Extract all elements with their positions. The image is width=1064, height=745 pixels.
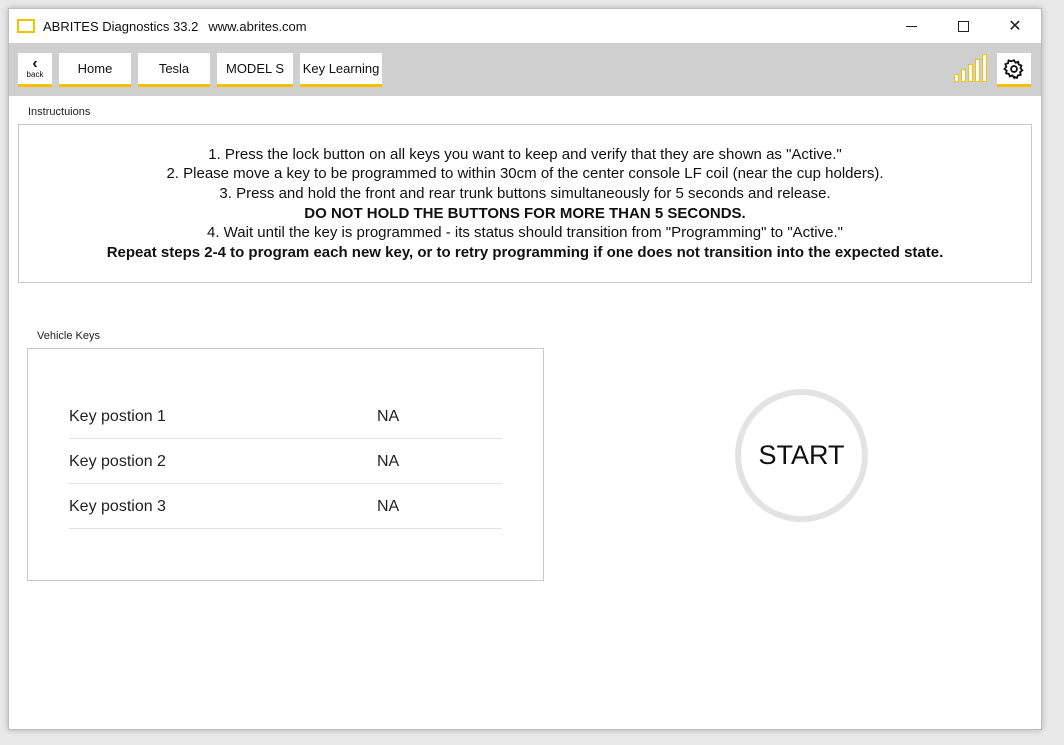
key-status: NA (377, 498, 400, 515)
minimize-button[interactable] (885, 9, 937, 43)
close-button[interactable] (989, 9, 1041, 43)
breadcrumb-key-learning[interactable]: Key Learning (300, 53, 382, 87)
breadcrumb-tesla[interactable]: Tesla (138, 53, 210, 87)
instruction-line-2: 2. Please move a key to be programmed to within 30cm of the center console LF coil (near the cup holders). (166, 165, 884, 183)
toolbar (9, 43, 1041, 96)
instructions-panel (18, 124, 1032, 283)
back-chevron-icon: ‹ (32, 55, 38, 72)
key-status: NA (377, 408, 400, 425)
instruction-warning: DO NOT HOLD THE BUTTONS FOR MORE THAN 5 SECONDS. (304, 204, 746, 222)
gear-icon (1003, 58, 1025, 80)
back-button[interactable] (18, 53, 52, 87)
abrites-logo-icon (17, 19, 35, 33)
instructions-label: Instructuions (28, 106, 91, 118)
title-bar (9, 9, 1041, 43)
maximize-icon (958, 21, 969, 32)
settings-button[interactable] (997, 53, 1031, 87)
instruction-line-3: 3. Press and hold the front and rear trunk buttons simultaneously for 5 seconds and release. (219, 184, 831, 202)
vehicle-keys-label: Vehicle Keys (37, 330, 100, 342)
key-row (69, 439, 502, 484)
back-label: back (26, 70, 44, 79)
window-controls (885, 9, 1041, 43)
maximize-button[interactable] (937, 9, 989, 43)
breadcrumb-model-s[interactable]: MODEL S (217, 53, 293, 87)
signal-strength-icon (954, 56, 987, 82)
start-button[interactable]: START (735, 389, 868, 522)
app-window (8, 8, 1042, 730)
key-status: NA (377, 453, 400, 470)
breadcrumb-home[interactable]: Home (59, 53, 131, 87)
key-row (69, 394, 502, 439)
window-title: ABRITES Diagnostics 33.2 (43, 18, 199, 34)
close-icon: ✕ (1008, 18, 1022, 35)
window-url: www.abrites.com (208, 18, 307, 34)
key-name: Key postion 1 (69, 408, 166, 425)
minimize-icon (906, 26, 917, 27)
key-name: Key postion 2 (69, 453, 166, 470)
instruction-line-1: 1. Press the lock button on all keys you want to keep and verify that they are shown as "Active." (208, 145, 842, 163)
instruction-repeat-note: Repeat steps 2-4 to program each new key, or to retry programming if one does not transition into the expected state. (106, 243, 944, 261)
key-name: Key postion 3 (69, 498, 166, 515)
key-row (69, 484, 502, 529)
vehicle-keys-panel (27, 348, 544, 581)
instruction-line-4: 4. Wait until the key is programmed - its status should transition from "Programming" to "Active." (207, 224, 843, 242)
